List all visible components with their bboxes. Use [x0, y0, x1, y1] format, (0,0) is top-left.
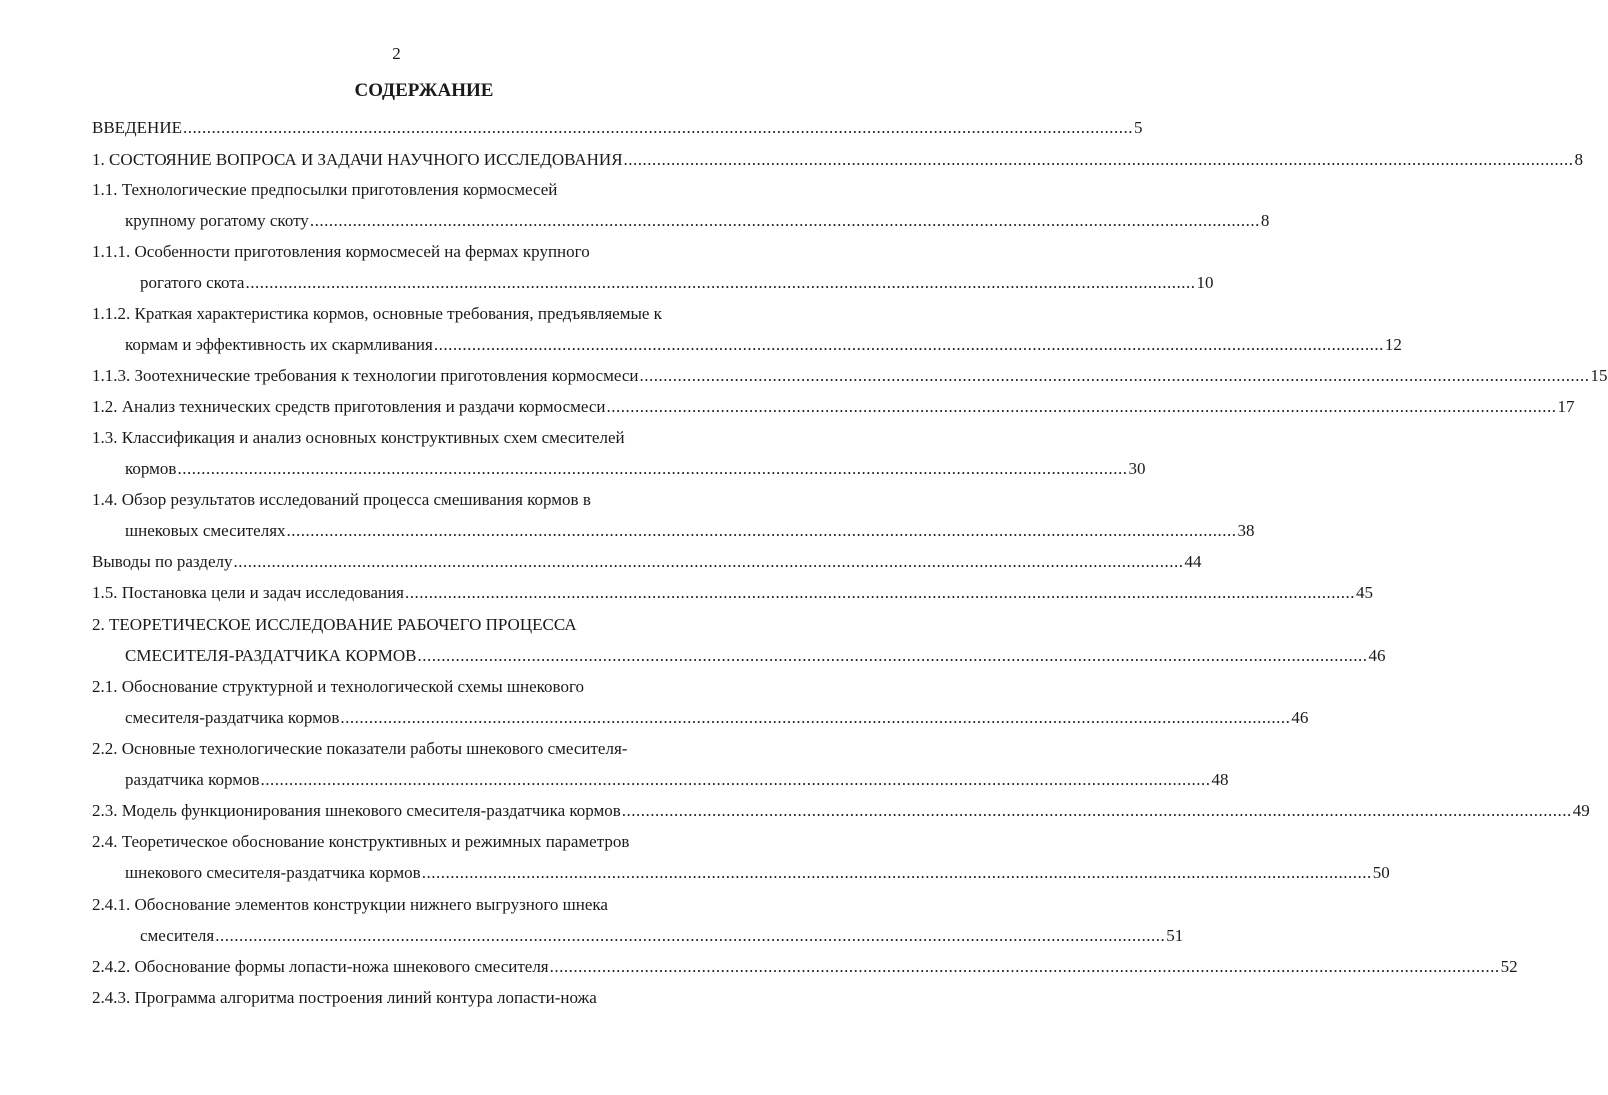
toc-entry-page: 12 — [1384, 335, 1402, 354]
toc-dot-leader: ........................................................................................................................................................................................................ — [177, 459, 1128, 478]
toc-dot-leader: ........................................................................................................................................................................................................ — [639, 366, 1590, 385]
toc-entry-page: 45 — [1356, 583, 1374, 602]
toc-entry-title: смесителя — [140, 926, 215, 945]
toc-entry — [92, 149, 1584, 171]
toc-entry — [92, 179, 754, 201]
toc-entry-title: 2.4.3. Программа алгоритма построения линий контура лопасти-ножа — [92, 988, 597, 1007]
toc-entry — [125, 520, 1255, 542]
toc-entry-title: 2.1. Обоснование структурной и технологической схемы шнекового — [92, 677, 585, 696]
toc-entry — [92, 551, 1202, 573]
toc-entry-title: 1.1.3. Зоотехнические требования к технологии приготовления кормосмеси — [92, 366, 639, 385]
toc-dot-leader: ........................................................................................................................................................................................................ — [549, 957, 1500, 976]
toc-dot-leader: ........................................................................................................................................................................................................ — [245, 273, 1196, 292]
toc-entry — [140, 272, 1214, 294]
toc-entry-title: смесителя-раздатчика кормов — [125, 708, 340, 727]
toc-entry-page: 49 — [1572, 801, 1590, 820]
toc-dot-leader: ........................................................................................................................................................................................................ — [621, 801, 1572, 820]
toc-entry-page: 10 — [1196, 273, 1214, 292]
toc-dot-leader: ........................................................................................................................................................................................................ — [309, 211, 1260, 230]
toc-entry — [92, 582, 1374, 604]
toc-entry — [92, 956, 1518, 978]
toc-dot-leader: ........................................................................................................................................................................................................ — [233, 552, 1184, 571]
toc-entry-title: 1.3. Классификация и анализ основных конструктивных схем смесителей — [92, 428, 625, 447]
toc-entry — [92, 738, 754, 760]
toc-entry-title: 1.1.2. Краткая характеристика кормов, основные требования, предъявляемые к — [92, 304, 662, 323]
toc-entry — [92, 987, 754, 1009]
toc-entry — [125, 458, 1146, 480]
toc-entry — [125, 645, 1386, 667]
toc-dot-leader: ........................................................................................................................................................................................................ — [340, 708, 1291, 727]
toc-entry-page: 5 — [1133, 118, 1143, 137]
toc-entry-page: 30 — [1128, 459, 1146, 478]
toc-entry — [92, 614, 754, 636]
toc-entry — [125, 769, 1229, 791]
toc-entry-title: раздатчика кормов — [125, 770, 260, 789]
toc-dot-leader: ........................................................................................................................................................................................................ — [215, 926, 1166, 945]
toc-entry — [125, 707, 1309, 729]
toc-entry-title: 1. СОСТОЯНИЕ ВОПРОСА И ЗАДАЧИ НАУЧНОГО ИССЛЕДОВАНИЯ — [92, 150, 623, 169]
toc-entry-title: крупному рогатому скоту — [125, 211, 309, 230]
toc-entry-page: 38 — [1237, 521, 1255, 540]
page-number: 2 — [392, 44, 401, 63]
toc-entry — [92, 831, 754, 853]
toc-entry — [92, 303, 754, 325]
toc-entry — [92, 396, 1575, 418]
toc-entry — [140, 925, 1184, 947]
toc-dot-leader: ........................................................................................................................................................................................................ — [405, 583, 1356, 602]
toc-entry-title: 1.1.1. Особенности приготовления кормосмесей на фермах крупного — [92, 242, 590, 261]
toc-dot-leader: ........................................................................................................................................................................................................ — [421, 863, 1372, 882]
toc-dot-leader: ........................................................................................................................................................................................................ — [182, 118, 1133, 137]
toc-entry — [92, 489, 754, 511]
toc-entry-page: 50 — [1372, 863, 1390, 882]
toc-entry-title: 1.2. Анализ технических средств приготовления и раздачи кормосмеси — [92, 397, 606, 416]
toc-entry-page: 46 — [1368, 646, 1386, 665]
toc-dot-leader: ........................................................................................................................................................................................................ — [433, 335, 1384, 354]
toc-entry — [92, 117, 1143, 139]
toc-entry-title: шнекового смесителя-раздатчика кормов — [125, 863, 421, 882]
toc-entry — [92, 365, 1608, 387]
toc-entry-title: 2.3. Модель функционирования шнекового смесителя-раздатчика кормов — [92, 801, 621, 820]
toc-title: СОДЕРЖАНИЕ — [354, 80, 494, 101]
toc-entry — [92, 241, 754, 263]
toc-entry-title: 2.2. Основные технологические показатели работы шнекового смесителя- — [92, 739, 628, 758]
toc-entry — [125, 862, 1390, 884]
toc-entry — [125, 334, 1402, 356]
toc-entry-title: 2.4. Теоретическое обоснование конструктивных и режимных параметров — [92, 832, 630, 851]
toc-dot-leader: ........................................................................................................................................................................................................ — [623, 150, 1574, 169]
toc-entry-title: 2.4.2. Обоснование формы лопасти-ножа шнекового смесителя — [92, 957, 549, 976]
toc-entry — [92, 676, 754, 698]
toc-entry — [92, 800, 1590, 822]
toc-entry-title: 1.1. Технологические предпосылки приготовления кормосмесей — [92, 180, 558, 199]
toc-entry-title: кормов — [125, 459, 177, 478]
toc-entry-page: 8 — [1574, 150, 1584, 169]
toc-entry — [125, 210, 1270, 232]
toc-entry — [92, 894, 754, 916]
toc-entry-title: СМЕСИТЕЛЯ-РАЗДАТЧИКА КОРМОВ — [125, 646, 417, 665]
toc-entry — [92, 427, 754, 449]
toc-entry-title: 1.5. Постановка цели и задач исследования — [92, 583, 405, 602]
toc-entry-title: ВВЕДЕНИЕ — [92, 118, 182, 137]
toc-entry-title: 2. ТЕОРЕТИЧЕСКОЕ ИССЛЕДОВАНИЕ РАБОЧЕГО ПРОЦЕССА — [92, 615, 577, 634]
toc-entry-page: 52 — [1500, 957, 1518, 976]
toc-entry-page: 48 — [1211, 770, 1229, 789]
toc-entry-page: 15 — [1590, 366, 1608, 385]
toc-entry-title: шнековых смесителях — [125, 521, 286, 540]
toc-dot-leader: ........................................................................................................................................................................................................ — [260, 770, 1211, 789]
toc-dot-leader: ........................................................................................................................................................................................................ — [417, 646, 1368, 665]
toc-entry-page: 51 — [1166, 926, 1184, 945]
toc-entry-page: 46 — [1291, 708, 1309, 727]
toc-dot-leader: ........................................................................................................................................................................................................ — [606, 397, 1557, 416]
toc-entry-page: 17 — [1557, 397, 1575, 416]
toc-dot-leader: ........................................................................................................................................................................................................ — [286, 521, 1237, 540]
toc-entry-page: 8 — [1260, 211, 1270, 230]
toc-entry-title: кормам и эффективность их скармливания — [125, 335, 433, 354]
toc-entry-title: 1.4. Обзор результатов исследований процесса смешивания кормов в — [92, 490, 591, 509]
toc-entry-title: рогатого скота — [140, 273, 245, 292]
toc-entry-title: 2.4.1. Обоснование элементов конструкции нижнего выгрузного шнека — [92, 895, 608, 914]
toc-entry-title: Выводы по разделу — [92, 552, 233, 571]
toc-entry-page: 44 — [1184, 552, 1202, 571]
